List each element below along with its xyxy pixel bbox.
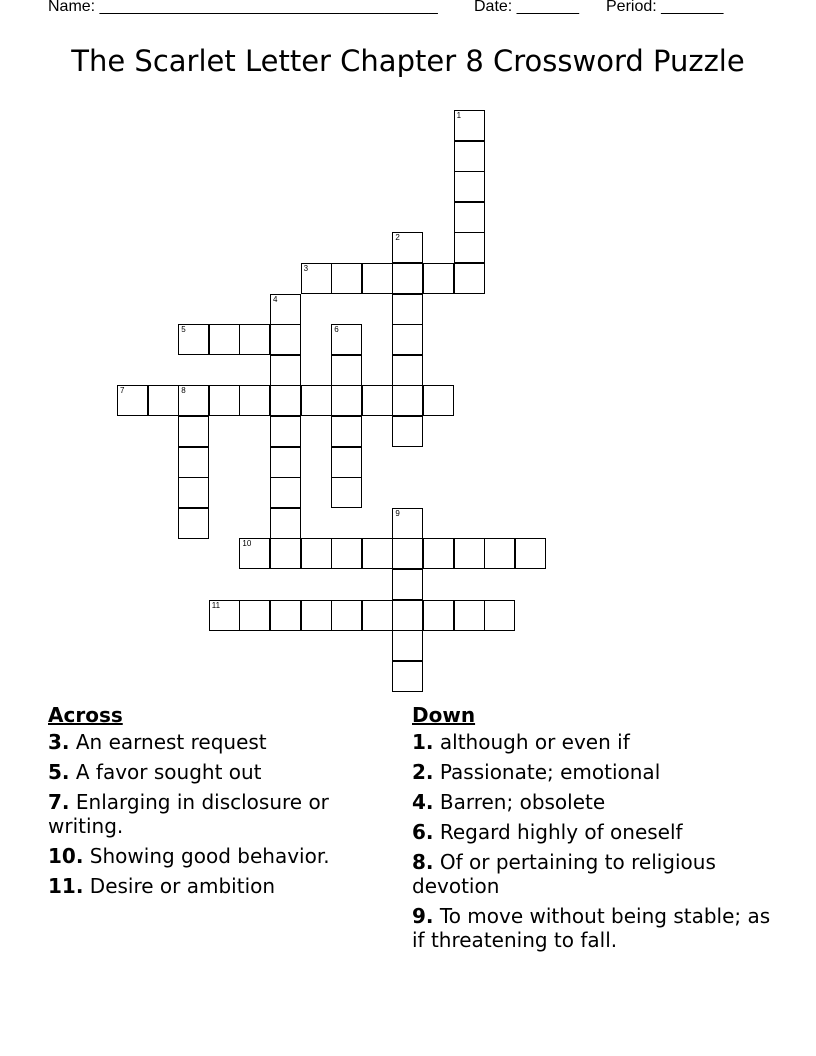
grid-cell[interactable] xyxy=(392,508,423,539)
clue-across-7: 7. Enlarging in disclosure or writing. xyxy=(48,790,329,838)
grid-cell[interactable] xyxy=(331,416,362,447)
grid-cell[interactable] xyxy=(331,385,362,416)
grid-cell[interactable] xyxy=(331,538,362,569)
grid-cell[interactable] xyxy=(362,263,393,294)
grid-cell[interactable] xyxy=(117,385,148,416)
clue-down-2: 2. Passionate; emotional xyxy=(412,760,661,784)
grid-cell[interactable] xyxy=(331,447,362,478)
name-field[interactable]: Name: ______________________________________ xyxy=(48,0,438,15)
across-clues xyxy=(48,702,378,904)
grid-cell[interactable] xyxy=(392,232,423,263)
period-field[interactable]: Period: _______ xyxy=(606,0,724,15)
clue-number: 7 xyxy=(120,386,125,396)
grid-cell[interactable] xyxy=(301,538,332,569)
grid-cell[interactable] xyxy=(392,661,423,692)
clue-across-10: 10. Showing good behavior. xyxy=(48,844,330,868)
grid-cell[interactable] xyxy=(270,508,301,539)
grid-cell[interactable] xyxy=(239,385,270,416)
grid-cell[interactable] xyxy=(301,385,332,416)
grid-cell[interactable] xyxy=(423,600,454,631)
grid-cell[interactable] xyxy=(239,538,270,569)
clue-across-5: 5. A favor sought out xyxy=(48,760,262,784)
grid-cell[interactable] xyxy=(178,447,209,478)
grid-cell[interactable] xyxy=(454,232,485,263)
student-info-header xyxy=(48,0,768,20)
clue-number: 9 xyxy=(395,508,400,518)
grid-cell[interactable] xyxy=(454,110,485,141)
grid-cell[interactable] xyxy=(392,538,423,569)
grid-cell[interactable] xyxy=(392,569,423,600)
grid-cell[interactable] xyxy=(454,263,485,294)
grid-cell[interactable] xyxy=(392,385,423,416)
grid-cell[interactable] xyxy=(270,416,301,447)
grid-cell[interactable] xyxy=(484,538,515,569)
grid-cell[interactable] xyxy=(392,416,423,447)
down-clues xyxy=(412,702,772,958)
grid-cell[interactable] xyxy=(270,294,301,325)
date-field[interactable]: Date: _______ xyxy=(474,0,579,15)
grid-cell[interactable] xyxy=(454,171,485,202)
grid-cell[interactable] xyxy=(270,600,301,631)
grid-cell[interactable] xyxy=(209,385,240,416)
grid-cell[interactable] xyxy=(178,416,209,447)
clue-number: 2 xyxy=(395,233,400,243)
grid-cell[interactable] xyxy=(454,202,485,233)
grid-cell[interactable] xyxy=(454,600,485,631)
clue-number: 4 xyxy=(273,294,278,304)
clue-number: 10 xyxy=(242,539,252,549)
grid-cell[interactable] xyxy=(392,263,423,294)
grid-cell[interactable] xyxy=(270,385,301,416)
grid-cell[interactable] xyxy=(392,294,423,325)
grid-cell[interactable] xyxy=(362,385,393,416)
grid-cell[interactable] xyxy=(331,355,362,386)
grid-cell[interactable] xyxy=(392,600,423,631)
grid-cell[interactable] xyxy=(515,538,546,569)
grid-cell[interactable] xyxy=(423,385,454,416)
grid-cell[interactable] xyxy=(362,538,393,569)
grid-cell[interactable] xyxy=(301,263,332,294)
grid-cell[interactable] xyxy=(178,508,209,539)
grid-cell[interactable] xyxy=(239,600,270,631)
clue-down-6: 6. Regard highly of oneself xyxy=(412,820,683,844)
grid-cell[interactable] xyxy=(239,324,270,355)
clue-number: 11 xyxy=(211,600,221,610)
clue-across-11: 11. Desire or ambition xyxy=(48,874,276,898)
down-heading: Down xyxy=(412,703,476,727)
grid-cell[interactable] xyxy=(331,477,362,508)
clue-number: 1 xyxy=(456,111,462,120)
grid-cell[interactable] xyxy=(209,324,240,355)
clue-number: 6 xyxy=(334,325,339,335)
grid-cell[interactable] xyxy=(484,600,515,631)
clue-across-3: 3. An earnest request xyxy=(48,730,267,754)
grid-cell[interactable] xyxy=(270,447,301,478)
clue-down-1: 1. although or even if xyxy=(412,730,630,754)
grid-cell[interactable] xyxy=(148,385,179,416)
grid-cell[interactable] xyxy=(331,324,362,355)
grid-cell[interactable] xyxy=(270,538,301,569)
clue-down-9: 9. To move without being stable; as if threatening to fall. xyxy=(412,904,771,952)
grid-cell[interactable] xyxy=(331,263,362,294)
clue-down-4: 4. Barren; obsolete xyxy=(412,790,606,814)
grid-cell[interactable] xyxy=(270,355,301,386)
grid-cell[interactable] xyxy=(301,600,332,631)
grid-cell[interactable] xyxy=(178,324,209,355)
grid-cell[interactable] xyxy=(209,600,240,631)
grid-cell[interactable] xyxy=(392,630,423,661)
grid-cell[interactable] xyxy=(454,141,485,172)
grid-cell[interactable] xyxy=(270,477,301,508)
clue-number: 8 xyxy=(181,386,186,396)
clue-down-8: 8. Of or pertaining to religious devotion xyxy=(412,850,716,898)
grid-cell[interactable] xyxy=(423,263,454,294)
grid-cell[interactable] xyxy=(178,477,209,508)
grid-cell[interactable] xyxy=(392,355,423,386)
page-title: The Scarlet Letter Chapter 8 Crossword Puzzle xyxy=(71,44,745,78)
grid-cell[interactable] xyxy=(392,324,423,355)
across-heading: Across xyxy=(48,703,123,727)
grid-cell[interactable] xyxy=(270,324,301,355)
clue-number: 3 xyxy=(303,264,309,273)
grid-cell[interactable] xyxy=(331,600,362,631)
clue-number: 5 xyxy=(181,325,186,335)
grid-cell[interactable] xyxy=(423,538,454,569)
grid-cell[interactable] xyxy=(178,385,209,416)
grid-cell[interactable] xyxy=(454,538,485,569)
grid-cell[interactable] xyxy=(362,600,393,631)
